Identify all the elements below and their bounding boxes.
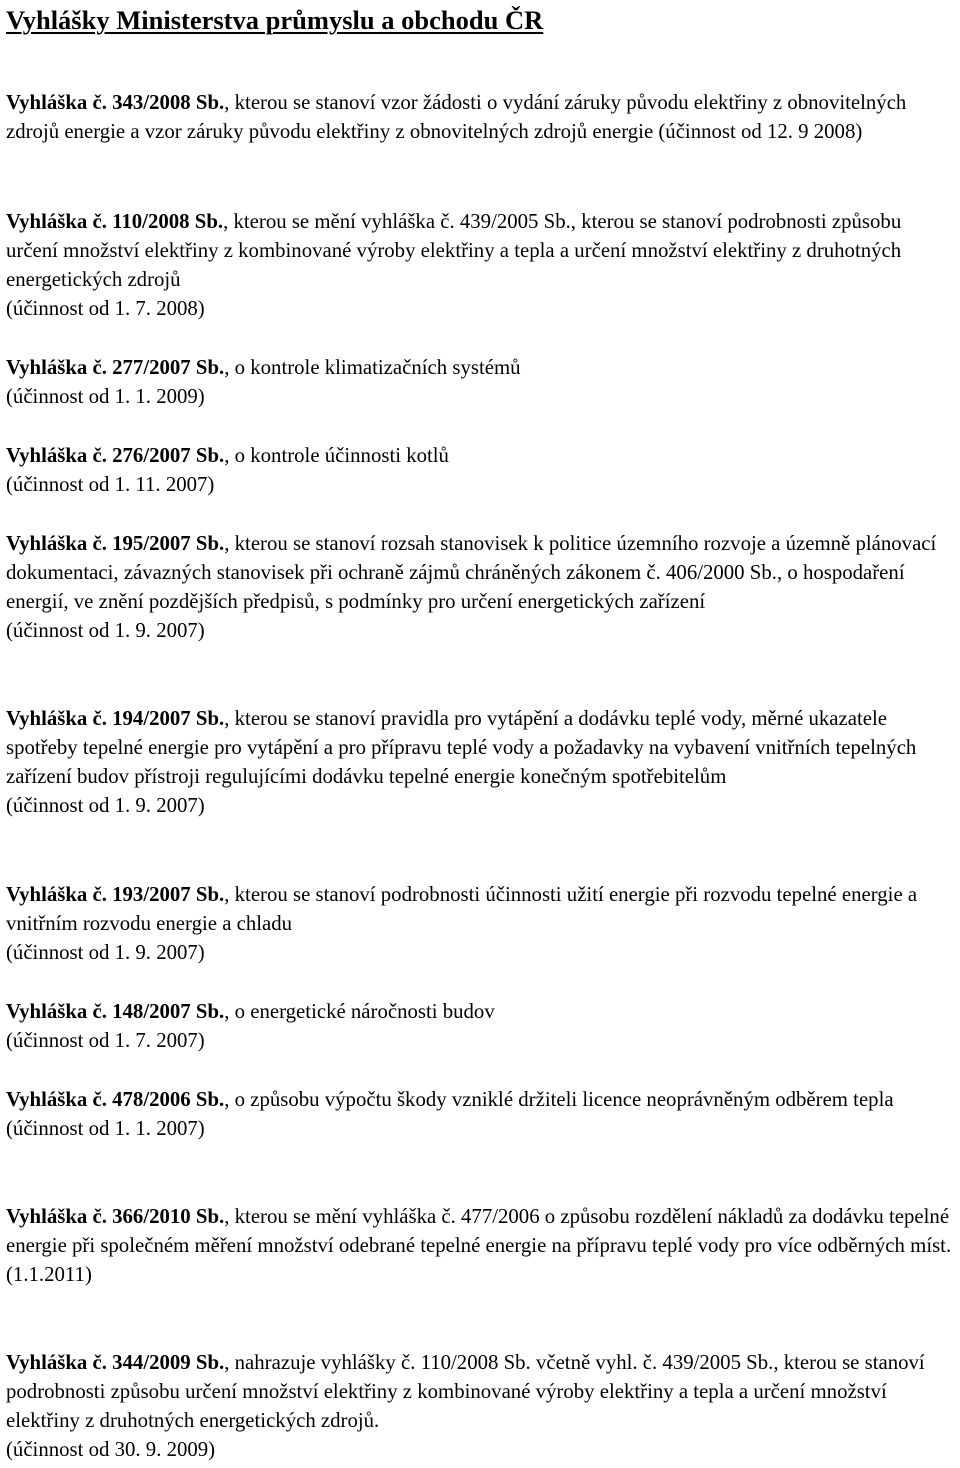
list-item xyxy=(6,704,958,820)
regulation-ref: Vyhláška č. 366/2010 Sb. xyxy=(6,1205,225,1228)
effective-date: (1.1.2011) xyxy=(6,1263,92,1286)
regulation-ref: Vyhláška č. 194/2007 Sb. xyxy=(6,707,225,730)
regulation-text: , kterou se stanoví pravidla pro vytápění a dodávku teplé vody, měrné ukazatele spotřeby tepelné energie pro vytápění a pro přípravu teplé vody a požadavky na vybavení vnitřních tepelných zařízení budov přístroji regulujícími dodávku tepelné energie konečným spotřebitelům xyxy=(6,707,917,788)
regulation-ref: Vyhláška č. 344/2009 Sb. xyxy=(6,1351,225,1374)
regulation-text: , o způsobu výpočtu škody vzniklé držiteli licence neoprávněným odběrem tepla xyxy=(224,1088,894,1111)
regulation-text: , nahrazuje vyhlášky č. 110/2008 Sb. včetně vyhl. č. 439/2005 Sb., kterou se stanoví podrobnosti způsobu určení množství elektřiny z kombinované výroby elektřiny a tepla a určení množství elektřiny z druhotných energetických zdrojů. xyxy=(6,1351,925,1432)
effective-date: (účinnost od 1. 7. 2008) xyxy=(6,297,205,320)
list-item xyxy=(6,207,958,323)
document xyxy=(6,0,958,1461)
effective-date: (účinnost od 1. 11. 2007) xyxy=(6,473,215,496)
regulation-text: , o kontrole klimatizačních systémů xyxy=(224,356,521,379)
list-item xyxy=(6,1202,958,1289)
list-item xyxy=(6,997,958,1055)
list-item xyxy=(6,529,958,645)
list-item xyxy=(6,1348,958,1464)
regulation-ref: Vyhláška č. 148/2007 Sb. xyxy=(6,1000,225,1023)
effective-date: (účinnost od 1. 1. 2007) xyxy=(6,1117,205,1140)
regulation-text: , kterou se mění vyhláška č. 477/2006 o způsobu rozdělení nákladů za dodávku tepelné energie při společném měření množství odebrané tepelné energie na přípravu teplé vody pro více odběrných míst. xyxy=(6,1205,952,1257)
effective-date: (účinnost od 30. 9. 2009) xyxy=(6,1438,216,1461)
regulation-ref: Vyhláška č. 478/2006 Sb. xyxy=(6,1088,225,1111)
regulation-text: , o kontrole účinnosti kotlů xyxy=(224,444,449,467)
list-item xyxy=(6,353,958,411)
list-item xyxy=(6,441,958,499)
effective-date: (účinnost od 1. 1. 2009) xyxy=(6,385,205,408)
list-item xyxy=(6,1085,958,1143)
regulation-text: , kterou se stanoví rozsah stanovisek k politice územního rozvoje a územně plánovací dokumentaci, závazných stanovisek při ochraně zájmů chráněných zákonem č. 406/2000 Sb., o hospodaření energií, ve znění pozdějších předpisů, s podmínky pro určení energetických zařízení xyxy=(6,532,937,613)
regulation-text: , kterou se stanoví vzor žádosti o vydání záruky původu elektřiny z obnovitelných zdrojů energie a vzor záruky původu elektřiny z obnovitelných zdrojů energie (účinnost od 12. 9 2008) xyxy=(6,91,907,143)
regulation-text: , o energetické náročnosti budov xyxy=(224,1000,495,1023)
list-item xyxy=(6,880,958,967)
effective-date: (účinnost od 1. 9. 2007) xyxy=(6,794,205,817)
effective-date: (účinnost od 1. 7. 2007) xyxy=(6,1029,205,1052)
page-title: Vyhlášky Ministerstva průmyslu a obchodu ČR xyxy=(6,5,544,35)
regulation-ref: Vyhláška č. 110/2008 Sb. xyxy=(6,210,224,233)
regulation-ref: Vyhláška č. 195/2007 Sb. xyxy=(6,532,225,555)
regulation-ref: Vyhláška č. 276/2007 Sb. xyxy=(6,444,225,467)
effective-date: (účinnost od 1. 9. 2007) xyxy=(6,941,205,964)
list-item xyxy=(6,88,958,146)
regulation-text: , kterou se stanoví podrobnosti účinnosti užití energie při rozvodu tepelné energie a vnitřním rozvodu energie a chladu xyxy=(6,883,918,935)
regulation-text: , kterou se mění vyhláška č. 439/2005 Sb., kterou se stanoví podrobnosti způsobu určení množství elektřiny z kombinované výroby elektřiny a tepla a určení množství elektřiny z druhotných energetických zdrojů xyxy=(6,210,902,291)
regulation-ref: Vyhláška č. 277/2007 Sb. xyxy=(6,356,225,379)
regulation-ref: Vyhláška č. 193/2007 Sb. xyxy=(6,883,225,906)
effective-date: (účinnost od 1. 9. 2007) xyxy=(6,619,205,642)
regulation-ref: Vyhláška č. 343/2008 Sb. xyxy=(6,91,225,114)
